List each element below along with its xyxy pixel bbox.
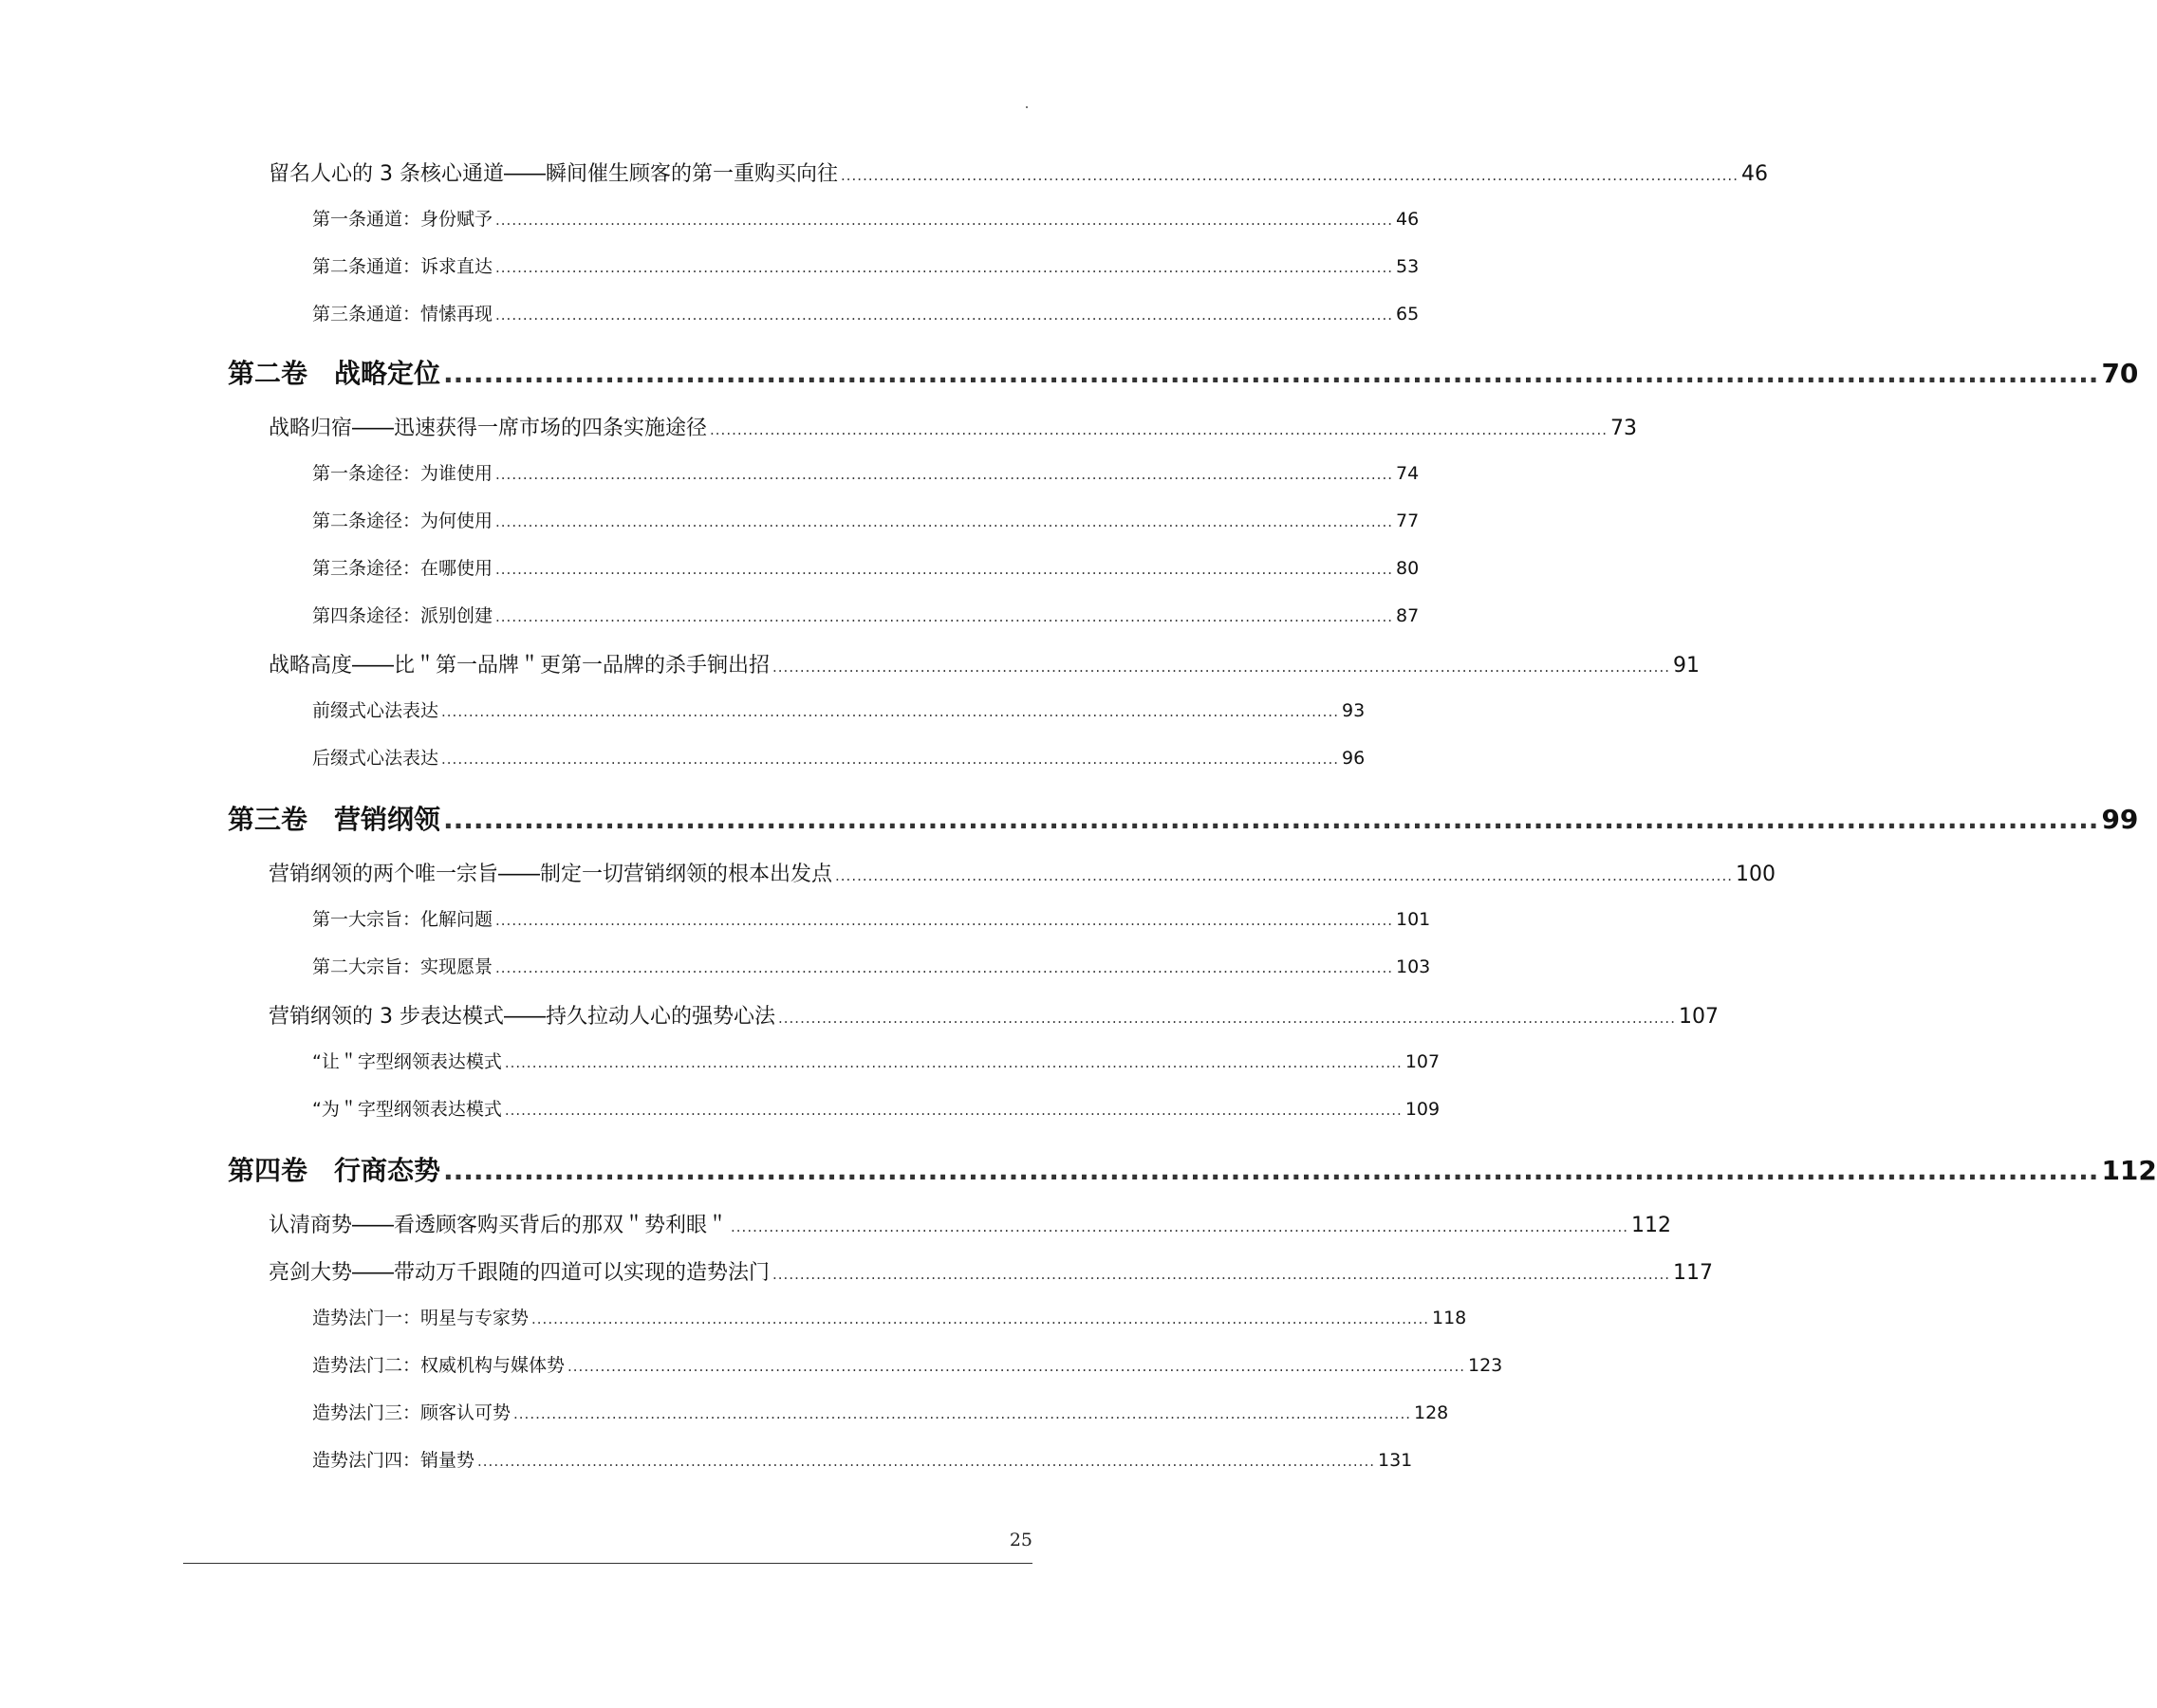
toc-page-number: 91 [1672,654,1700,678]
toc-dot-leader: .................................................................................................................................................................... [441,751,1339,768]
toc-page-number: 93 [1341,700,1366,721]
toc-entry-title: 后缀式心法表达 [312,748,439,769]
toc-subsection-entry[interactable] [312,554,1420,580]
toc-page-number: 96 [1341,748,1366,769]
toc-entry-title: 第三条通道：情愫再现 [312,304,493,325]
footer-divider [183,1563,1032,1564]
toc-subsection-entry[interactable] [312,459,1420,485]
toc-entry-title: 造势法门三：顾客认可势 [312,1402,511,1423]
toc-entry-title: 造势法门四：销量势 [312,1450,475,1471]
toc-dot-leader: .................................................................................................................................................................... [495,259,1393,276]
toc-page-number: 99 [2101,804,2139,835]
toc-entry-title: 第二卷 战略定位 [228,358,441,389]
toc-dot-leader: .................................................................................................................................................................... [772,659,1670,676]
toc-subsection-entry[interactable] [312,1446,1413,1472]
toc-entry-title: 战略归宿――迅速获得一席市场的四条实施途径 [269,417,708,440]
toc-subsection-entry[interactable] [312,507,1420,532]
toc-section-entry[interactable] [269,649,1700,678]
toc-dot-leader: .................................................................................................................................................................... [477,1453,1375,1470]
toc-entry-title: 亮剑大势――带动万千跟随的四道可以实现的造势法门 [269,1261,771,1285]
toc-dot-leader: .................................................................................................................................................................... [495,466,1393,483]
toc-page-number: 74 [1395,463,1420,484]
toc-subsection-entry[interactable] [312,1399,1449,1424]
toc-subsection-entry[interactable] [312,602,1420,627]
toc-dot-leader: .................................................................................................................................................................... [531,1310,1429,1327]
toc-dot-leader: .................................................................................................................................................................... [443,804,2099,835]
toc-page-number: 107 [1678,1005,1719,1029]
toc-subsection-entry[interactable] [312,1304,1467,1329]
toc-dot-leader: .................................................................................................................................................................... [495,513,1393,530]
toc-dot-leader: .................................................................................................................................................................... [731,1218,1628,1235]
toc-entry-title: 第一条途径：为谁使用 [312,463,493,484]
toc-dot-leader: .................................................................................................................................................................... [443,358,2099,389]
toc-subsection-entry[interactable] [312,252,1420,278]
toc-page-number: 112 [2101,1155,2157,1186]
toc-entry-title: 第四卷 行商态势 [228,1155,441,1186]
toc-page-number: 87 [1395,605,1420,626]
toc-section-entry[interactable] [269,158,1768,187]
toc-entry-title: 第二条途径：为何使用 [312,511,493,531]
toc-entry-title: 营销纲领的 3 步表达模式――持久拉动人心的强势心法 [269,1005,775,1029]
toc-section-entry[interactable] [269,412,1637,441]
toc-section-entry[interactable] [269,1256,1713,1286]
toc-dot-leader: .................................................................................................................................................................... [710,421,1608,438]
toc-entry-title: 认清商势――看透顾客购买背后的那双＂势利眼＂ [269,1214,729,1237]
toc-page-number: 128 [1413,1402,1449,1423]
toc-subsection-entry[interactable] [312,1048,1441,1073]
toc-dot-leader: .................................................................................................................................................................... [495,306,1393,324]
toc-page-number: 53 [1395,256,1420,277]
toc-entry-title: 营销纲领的两个唯一宗旨――制定一切营销纲领的根本出发点 [269,863,833,886]
toc-page-number: 109 [1404,1099,1441,1120]
toc-volume-entry[interactable] [228,353,2139,391]
toc-dot-leader: .................................................................................................................................................................... [495,561,1393,578]
toc-dot-leader: .................................................................................................................................................................... [495,959,1393,976]
toc-entry-title: 留名人心的 3 条核心通道――瞬间催生顾客的第一重购买向往 [269,162,838,186]
toc-dot-leader: .................................................................................................................................................................... [441,703,1339,720]
toc-subsection-entry[interactable] [312,744,1366,770]
toc-entry-title: 第二大宗旨：实现愿景 [312,956,493,977]
toc-page-number: 100 [1735,863,1776,886]
toc-subsection-entry[interactable] [312,696,1366,722]
toc-dot-leader: .................................................................................................................................................................... [513,1405,1411,1422]
toc-subsection-entry[interactable] [312,300,1420,325]
toc-entry-title: “为＂字型纲领表达模式 [312,1099,502,1120]
toc-entry-title: 第二条通道：诉求直达 [312,256,493,277]
toc-dot-leader: .................................................................................................................................................................... [495,608,1393,625]
toc-entry-title: “让＂字型纲领表达模式 [312,1051,502,1072]
toc-entry-title: 战略高度――比＂第一品牌＂更第一品牌的杀手锏出招 [269,654,771,678]
toc-entry-title: 前缀式心法表达 [312,700,439,721]
toc-subsection-entry[interactable] [312,1095,1441,1121]
toc-dot-leader: .................................................................................................................................................................... [443,1155,2099,1186]
toc-entry-title: 造势法门二：权威机构与媒体势 [312,1355,566,1376]
toc-subsection-entry[interactable] [312,905,1431,931]
toc-page-number: 107 [1404,1051,1441,1072]
toc-page-number: 123 [1467,1355,1503,1376]
toc-page-number: 131 [1377,1450,1413,1471]
toc-page-number: 46 [1740,162,1768,186]
toc-dot-leader: .................................................................................................................................................................... [567,1358,1465,1375]
scan-speck [1026,106,1028,108]
toc-entry-title: 第四条途径：派别创建 [312,605,493,626]
toc-page-number: 112 [1630,1214,1671,1237]
toc-page-number: 117 [1672,1261,1713,1285]
toc-dot-leader: .................................................................................................................................................................... [495,912,1393,929]
toc-dot-leader: .................................................................................................................................................................... [841,167,1739,184]
toc-page-number: 77 [1395,511,1420,531]
toc-dot-leader: .................................................................................................................................................................... [778,1010,1676,1027]
toc-volume-entry[interactable] [228,799,2139,837]
page-number: 25 [1009,1530,1032,1550]
toc-entry-title: 第三卷 营销纲领 [228,804,441,835]
toc-page-number: 80 [1395,558,1420,579]
toc-entry-title: 第一条通道：身份赋予 [312,209,493,230]
toc-section-entry[interactable] [269,858,1776,887]
toc-page-number: 103 [1395,956,1431,977]
toc-section-entry[interactable] [269,1209,1671,1238]
toc-dot-leader: .................................................................................................................................................................... [772,1266,1670,1283]
toc-dot-leader: .................................................................................................................................................................... [495,212,1393,229]
toc-entry-title: 造势法门一：明星与专家势 [312,1308,530,1328]
toc-subsection-entry[interactable] [312,953,1431,978]
toc-subsection-entry[interactable] [312,205,1420,231]
toc-section-entry[interactable] [269,1000,1719,1030]
toc-volume-entry[interactable] [228,1150,2157,1188]
toc-subsection-entry[interactable] [312,1351,1503,1377]
toc-page-number: 46 [1395,209,1420,230]
toc-page-number: 118 [1431,1308,1467,1328]
toc-dot-leader: .................................................................................................................................................................... [835,867,1733,884]
toc-entry-title: 第三条途径：在哪使用 [312,558,493,579]
toc-page-number: 70 [2101,358,2139,389]
toc-dot-leader: .................................................................................................................................................................... [504,1054,1403,1071]
toc-page-number: 65 [1395,304,1420,325]
toc-page-number: 73 [1609,417,1637,440]
toc-page-number: 101 [1395,909,1431,930]
toc-entry-title: 第一大宗旨：化解问题 [312,909,493,930]
toc-dot-leader: .................................................................................................................................................................... [504,1102,1403,1119]
